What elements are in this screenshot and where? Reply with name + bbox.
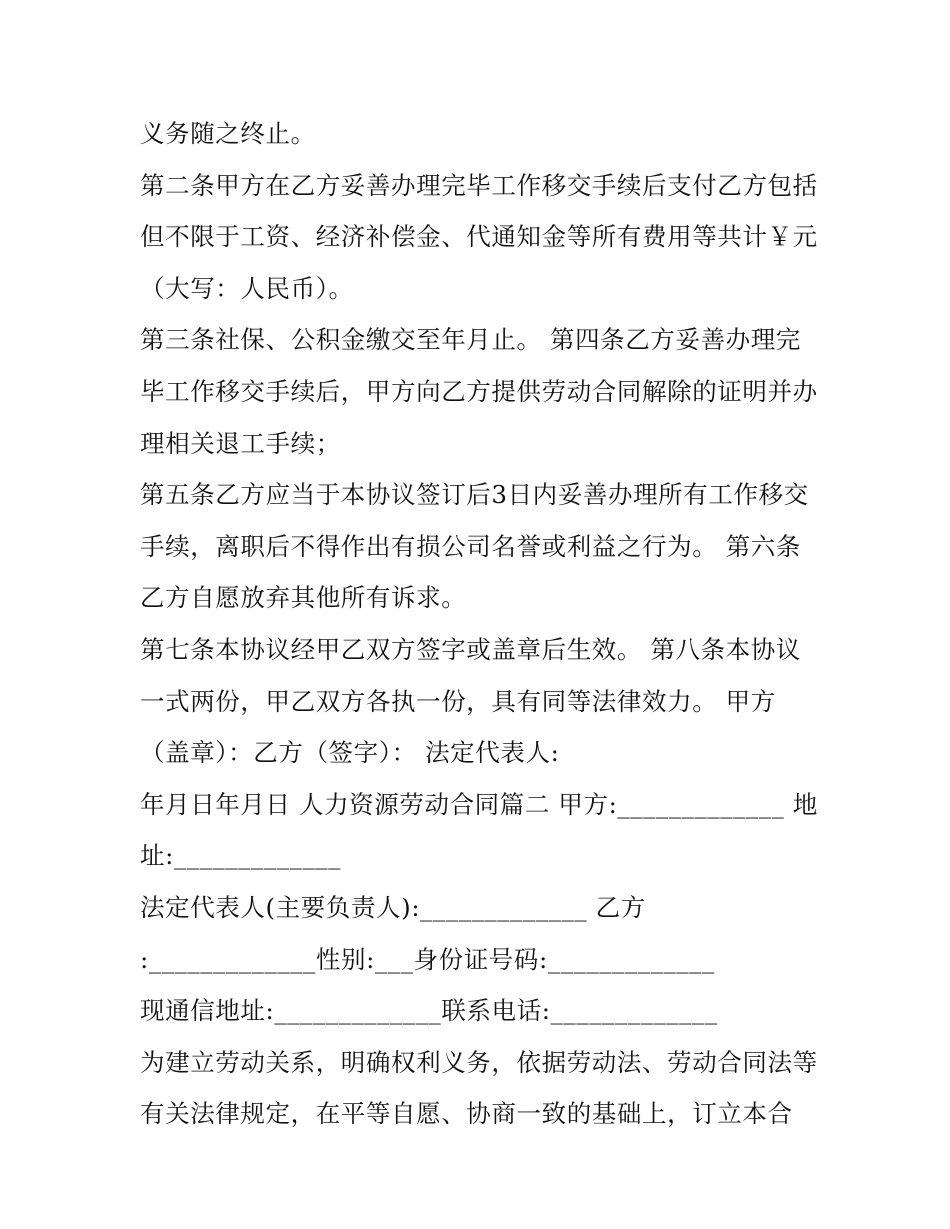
text-line: 毕工作移交手续后，甲方向乙方提供劳动合同解除的证明并办 [140,376,818,406]
text-line: （盖章）：乙方（签字）： 法定代表人: [140,738,560,768]
text-line: 第三条社保、公积金缴交至年月止。 第四条乙方妥善办理完 [140,325,801,355]
text-line: 年月日年月日 人力资源劳动合同篇二 甲方:_____________ 地 [140,789,818,819]
text-line: 现通信地址:_____________联系电话:_____________ [140,996,718,1026]
text-line: 一式两份，甲乙双方各执一份，具有同等法律效力。 甲方 [140,686,776,716]
text-line: 乙方自愿放弃其他所有诉求。 [140,583,467,613]
text-line: 手续，离职后不得作出有损公司名誉或利益之行为。 第六条 [140,531,801,561]
text-line: 理相关退工手续； [140,428,341,458]
text-line: 第五条乙方应当于本协议签订后3日内妥善办理所有工作移交 [140,480,809,510]
text-line: 址:_____________ [140,841,342,871]
text-line: （大写：人民币）。 [140,273,354,303]
text-line: 但不限于工资、经济补偿金、代通知金等所有费用等共计￥元 [140,222,818,252]
text-line: 义务随之终止。 [140,119,316,148]
text-line: 为建立劳动关系，明确权利义务，依据劳动法、劳动合同法等 [140,1047,818,1077]
document-body [140,108,820,1140]
text-line: 第七条本协议经甲乙双方签字或盖章后生效。 第八条本协议 [140,634,801,664]
text-line: :_____________性别:___身份证号码:_____________ [140,944,715,974]
text-line: 有关法律规定，在平等自愿、协商一致的基础上，订立本合 [140,1099,793,1129]
text-line: 第二条甲方在乙方妥善办理完毕工作移交手续后支付乙方包括 [140,170,818,200]
text-line: 法定代表人(主要负责人):_____________ 乙方 [140,892,646,922]
